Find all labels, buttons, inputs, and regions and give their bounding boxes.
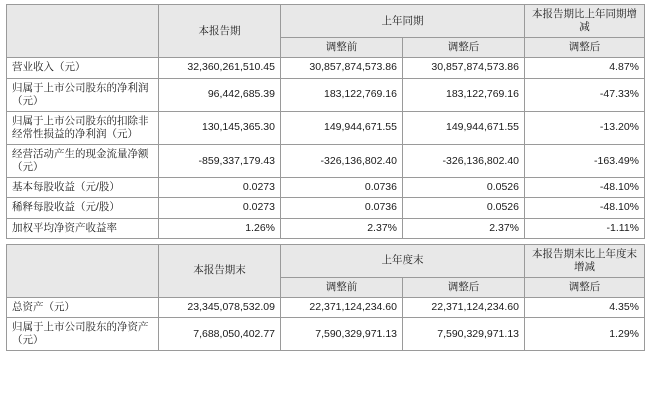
header-before-adjust: 调整前: [281, 277, 403, 297]
cell-before-adjust: -326,136,802.40: [281, 145, 403, 178]
cell-change: -163.49%: [525, 145, 645, 178]
cell-before-adjust: 22,371,124,234.60: [281, 298, 403, 318]
cell-before-adjust: 0.0736: [281, 198, 403, 218]
table-header-row-1: [7, 5, 645, 38]
row-label: 基本每股收益（元/股）: [7, 178, 159, 198]
cell-change: -48.10%: [525, 198, 645, 218]
header-after-adjust: 调整后: [403, 38, 525, 58]
table-row: [7, 298, 645, 318]
header-after-adjust: 调整后: [403, 277, 525, 297]
cell-after-adjust: 0.0526: [403, 178, 525, 198]
row-label: 归属于上市公司股东的扣除非经常性损益的净利润（元）: [7, 111, 159, 144]
cell-current: 1.26%: [159, 218, 281, 238]
table-row: [7, 178, 645, 198]
header-corner: [7, 5, 159, 58]
cell-after-adjust: -326,136,802.40: [403, 145, 525, 178]
header-current-period: 本报告期: [159, 5, 281, 58]
row-label: 总资产（元）: [7, 298, 159, 318]
header-yoy-change: 本报告期比上年同期增减: [525, 5, 645, 38]
cell-current: 96,442,685.39: [159, 78, 281, 111]
cell-current: 32,360,261,510.45: [159, 58, 281, 78]
cell-change: 1.29%: [525, 318, 645, 351]
cell-current: 23,345,078,532.09: [159, 298, 281, 318]
header-corner: [7, 244, 159, 297]
cell-before-adjust: 0.0736: [281, 178, 403, 198]
cell-after-adjust: 30,857,874,573.86: [403, 58, 525, 78]
row-label: 稀释每股收益（元/股）: [7, 198, 159, 218]
table-row: [7, 58, 645, 78]
cell-change: -1.11%: [525, 218, 645, 238]
table-row: [7, 318, 645, 351]
cell-before-adjust: 183,122,769.16: [281, 78, 403, 111]
header-same-period-last-year: 上年同期: [281, 5, 525, 38]
cell-after-adjust: 2.37%: [403, 218, 525, 238]
table-row: [7, 78, 645, 111]
cell-change: -47.33%: [525, 78, 645, 111]
header-yoy-change-sub: 调整后: [525, 38, 645, 58]
header-before-adjust: 调整前: [281, 38, 403, 58]
period-metrics-table: [6, 4, 645, 239]
header-last-year-end: 上年度末: [281, 244, 525, 277]
header-change-sub: 调整后: [525, 277, 645, 297]
cell-current: 0.0273: [159, 178, 281, 198]
cell-before-adjust: 2.37%: [281, 218, 403, 238]
table-row: [7, 145, 645, 178]
table-header-row-1: [7, 244, 645, 277]
table-row: [7, 218, 645, 238]
cell-change: -13.20%: [525, 111, 645, 144]
header-change: 本报告期末比上年度末增减: [525, 244, 645, 277]
row-label: 归属于上市公司股东的净利润（元）: [7, 78, 159, 111]
cell-current: 130,145,365.30: [159, 111, 281, 144]
row-label: 加权平均净资产收益率: [7, 218, 159, 238]
cell-change: 4.87%: [525, 58, 645, 78]
cell-after-adjust: 183,122,769.16: [403, 78, 525, 111]
table-row: [7, 198, 645, 218]
row-label: 归属于上市公司股东的净资产（元）: [7, 318, 159, 351]
cell-before-adjust: 30,857,874,573.86: [281, 58, 403, 78]
cell-after-adjust: 22,371,124,234.60: [403, 298, 525, 318]
cell-before-adjust: 7,590,329,971.13: [281, 318, 403, 351]
table-row: [7, 111, 645, 144]
cell-current: 0.0273: [159, 198, 281, 218]
cell-before-adjust: 149,944,671.55: [281, 111, 403, 144]
cell-change: -48.10%: [525, 178, 645, 198]
balance-metrics-table: [6, 244, 645, 352]
header-current-period-end: 本报告期末: [159, 244, 281, 297]
cell-change: 4.35%: [525, 298, 645, 318]
cell-after-adjust: 7,590,329,971.13: [403, 318, 525, 351]
cell-current: 7,688,050,402.77: [159, 318, 281, 351]
row-label: 营业收入（元）: [7, 58, 159, 78]
cell-after-adjust: 149,944,671.55: [403, 111, 525, 144]
cell-after-adjust: 0.0526: [403, 198, 525, 218]
cell-current: -859,337,179.43: [159, 145, 281, 178]
row-label: 经营活动产生的现金流量净额（元）: [7, 145, 159, 178]
